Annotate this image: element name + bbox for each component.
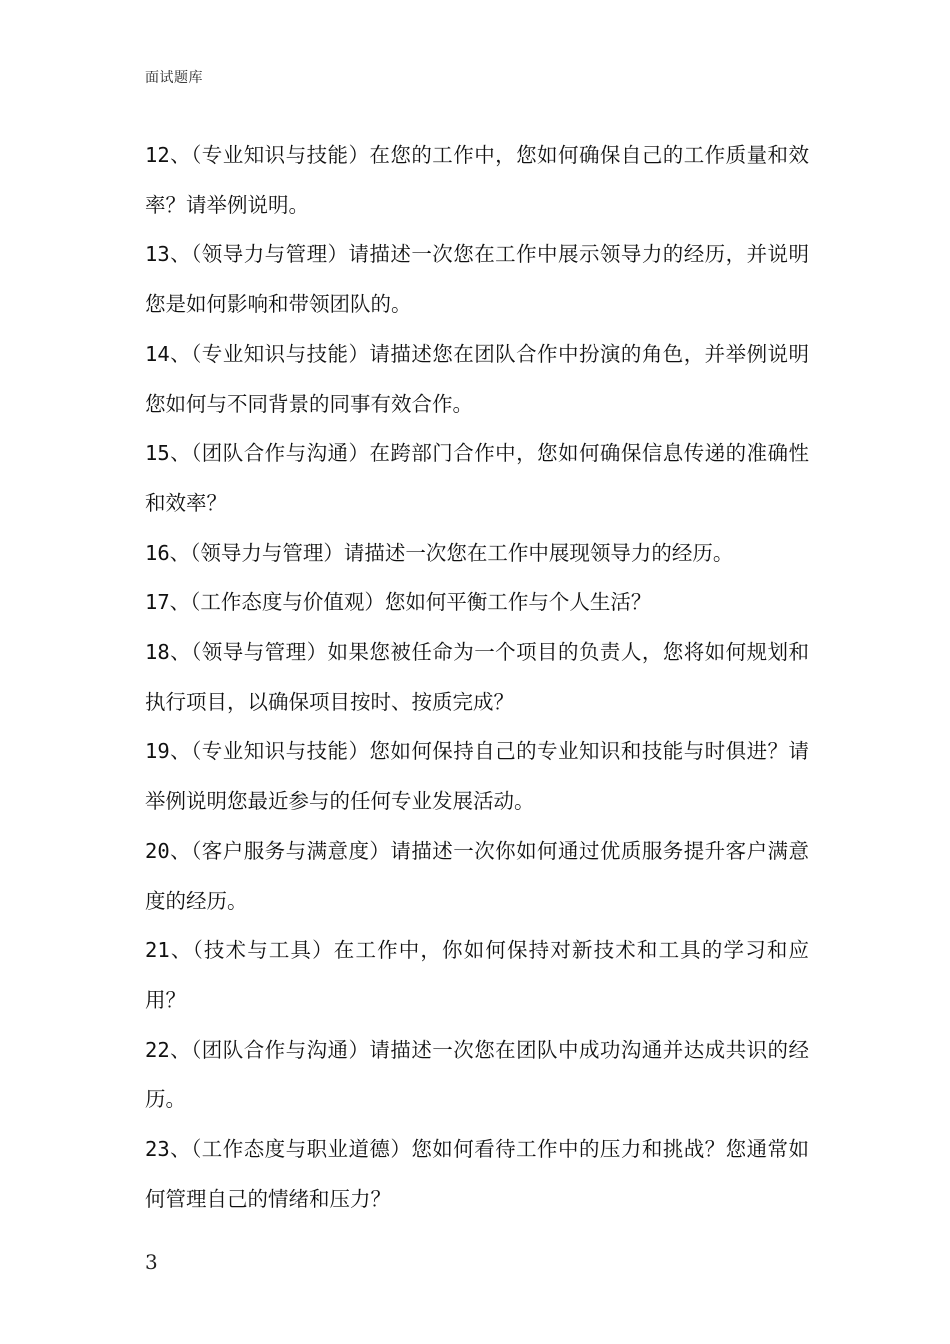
question-item: 18、（领导与管理）如果您被任命为一个项目的负责人，您将如何规划和执行项目，以确保项目按时、按质完成？ (145, 640, 809, 714)
question-item: 21、（技术与工具）在工作中，你如何保持对新技术和工具的学习和应用？ (145, 938, 809, 1012)
question-item: 17、（工作态度与价值观）您如何平衡工作与个人生活？ (145, 590, 652, 615)
question-list (145, 131, 809, 1224)
question-item: 12、（专业知识与技能）在您的工作中，您如何确保自己的工作质量和效率？请举例说明。 (145, 143, 809, 217)
question-item: 23、（工作态度与职业道德）您如何看待工作中的压力和挑战？您通常如何管理自己的情绪和压力？ (145, 1137, 809, 1211)
question-item: 22、（团队合作与沟通）请描述一次您在团队中成功沟通并达成共识的经历。 (145, 1037, 809, 1112)
question-item: 19、（专业知识与技能）您如何保持自己的专业知识和技能与时俱进？请举例说明您最近参与的任何专业发展活动。 (145, 739, 809, 814)
page-number: 3 (145, 1250, 158, 1274)
page-header-title: 面试题库 (145, 70, 203, 86)
question-item: 20、（客户服务与满意度）请描述一次你如何通过优质服务提升客户满意度的经历。 (145, 838, 809, 913)
question-item: 16、（领导力与管理）请描述一次您在工作中展现领导力的经历。 (145, 540, 734, 565)
question-item: 14、（专业知识与技能）请描述您在团队合作中扮演的角色，并举例说明您如何与不同背景的同事有效合作。 (145, 341, 809, 416)
question-item: 15、（团队合作与沟通）在跨部门合作中，您如何确保信息传递的准确性和效率？ (145, 441, 809, 515)
question-item: 13、（领导力与管理）请描述一次您在工作中展示领导力的经历，并说明您是如何影响和带领团队的。 (145, 242, 809, 317)
